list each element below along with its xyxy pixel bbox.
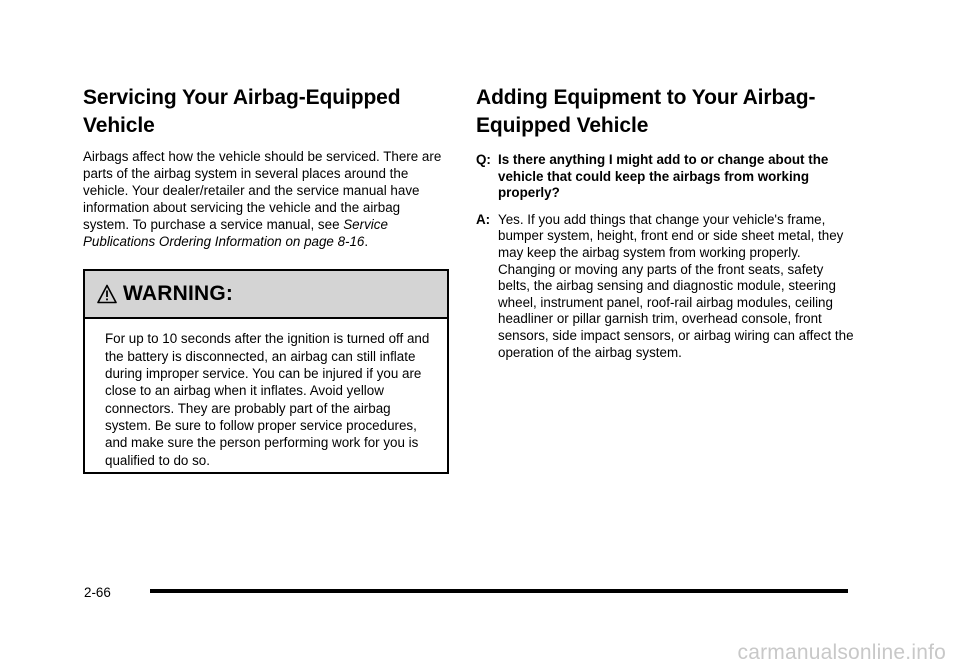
service-publications-reference: Service Publications Ordering Information on page 8‑16 bbox=[83, 216, 388, 249]
question-item bbox=[476, 152, 854, 202]
servicing-intro-text: Airbags affect how the vehicle should be serviced. There are parts of the airbag system in several places around the vehicle. Your dealer/retailer and the service manual have information about servicing the vehicle and the airbag system. To purchase a service manual, see bbox=[83, 149, 442, 232]
watermark: carmanualsonline.info bbox=[737, 641, 946, 664]
left-column bbox=[83, 84, 449, 474]
answer-marker: A: bbox=[476, 211, 491, 227]
warning-header bbox=[85, 271, 447, 319]
page-number: 2-66 bbox=[84, 585, 111, 600]
answer-text: Yes. If you add things that change your vehicle's frame, bumper system, height, front end or side sheet metal, they may keep the airbag system from working properly. Changing or moving any parts of the front seats, safety belts, the airbag sensing and diagnostic module, steering wheel, instrument panel, roof-rail airbag modules, ceiling headliner or pillar garnish trim, overhead console, front sensors, side impact sensors, or airbag wiring can affect the operation of the airbag system. bbox=[498, 211, 854, 360]
warning-text: For up to 10 seconds after the ignition is turned off and the battery is disconnected, an airbag can still inflate during improper service. You can be injured if you are close to an airbag when it inflates. Avoid yellow connectors. They are probably part of the airbag system. Be sure to follow proper service procedures, and make sure the person performing work for you is qualified to do so. bbox=[105, 331, 430, 468]
servicing-intro-end: . bbox=[364, 233, 369, 249]
servicing-intro-paragraph bbox=[83, 149, 449, 250]
question-text: Is there anything I might add to or change about the vehicle that could keep the airbags from working properly? bbox=[498, 152, 829, 201]
warning-triangle-icon bbox=[97, 284, 117, 304]
section-title-adding-equipment: Adding Equipment to Your Airbag-Equipped Vehicle bbox=[476, 86, 816, 137]
section-title-servicing: Servicing Your Airbag-Equipped Vehicle bbox=[83, 86, 401, 137]
right-column bbox=[476, 84, 854, 361]
answer-item bbox=[476, 212, 854, 361]
question-marker: Q: bbox=[476, 152, 491, 167]
warning-box bbox=[83, 269, 449, 474]
footer-rule bbox=[150, 589, 848, 593]
warning-title: WARNING: bbox=[123, 282, 234, 306]
